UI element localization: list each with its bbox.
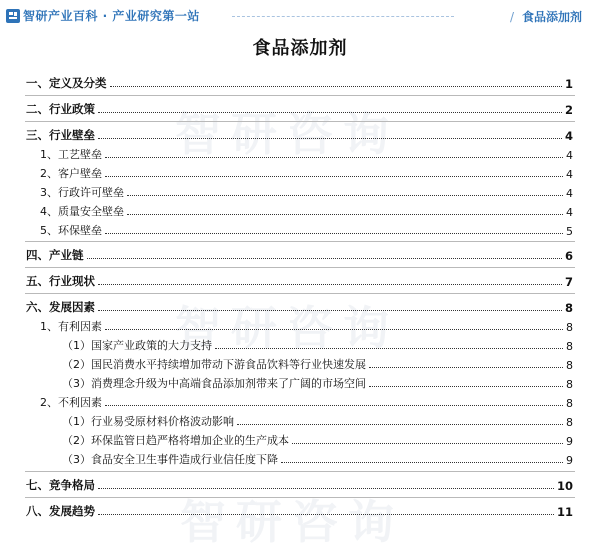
- toc-entry-label: 三、行业壁垒: [26, 128, 95, 142]
- toc-leader: [98, 487, 554, 489]
- toc-leader: [369, 385, 563, 387]
- brand-name: 智研产业百科 · 产业研究第一站: [23, 9, 200, 23]
- toc-entry[interactable]: [26, 297, 573, 315]
- toc-entry-page: 4: [566, 149, 573, 162]
- toc-entry[interactable]: [26, 125, 573, 143]
- toc-entry-label: （2）国民消费水平持续增加带动下游食品饮料等行业快速发展: [62, 358, 366, 371]
- toc-leader: [110, 85, 562, 87]
- toc-leader: [98, 283, 562, 285]
- toc-leader: [127, 194, 563, 196]
- toc-entry-label: （2）环保监管日趋严格将增加企业的生产成本: [62, 434, 289, 447]
- toc-leader: [369, 366, 563, 368]
- toc-leader: [127, 213, 563, 215]
- toc-entry-label: 4、质量安全壁垒: [40, 205, 124, 218]
- toc-entry-page: 8: [566, 378, 573, 391]
- watermark-text: 智研咨询: [175, 301, 399, 355]
- toc-divider: [25, 121, 575, 122]
- toc-entry-page: 11: [556, 505, 573, 519]
- toc-leader: [105, 156, 563, 158]
- toc-leader: [105, 328, 563, 330]
- toc-entry-page: 4: [566, 187, 573, 200]
- toc-divider: [25, 95, 575, 96]
- toc-entry-page: 4: [566, 168, 573, 181]
- toc-entry[interactable]: [62, 335, 573, 353]
- toc-leader: [105, 175, 563, 177]
- toc-entry[interactable]: [40, 316, 573, 334]
- toc-entry-page: 4: [564, 129, 573, 143]
- toc-entry-page: 8: [566, 321, 573, 334]
- toc-leader: [98, 111, 562, 113]
- toc-entry-page: 5: [566, 225, 573, 238]
- toc-leader: [98, 309, 562, 311]
- toc-divider: [25, 471, 575, 472]
- toc-entry[interactable]: [26, 73, 573, 91]
- toc-leader: [98, 137, 562, 139]
- toc-leader: [98, 513, 554, 515]
- toc-entry-page: 8: [566, 359, 573, 372]
- toc-entry[interactable]: [40, 163, 573, 181]
- toc-entry[interactable]: [26, 245, 573, 263]
- toc-entry[interactable]: [62, 449, 573, 467]
- toc-entry-label: （1）行业易受原材料价格波动影响: [62, 415, 234, 428]
- toc-entry[interactable]: [26, 271, 573, 289]
- toc-entry-label: 八、发展趋势: [26, 504, 95, 518]
- toc-divider: [25, 267, 575, 268]
- toc-entry[interactable]: [40, 220, 573, 238]
- toc-entry-label: 六、发展因素: [26, 300, 95, 314]
- toc-entry-page: 9: [566, 454, 573, 467]
- toc-entry[interactable]: [40, 201, 573, 219]
- toc-entry-label: 2、客户壁垒: [40, 167, 102, 180]
- toc-divider: [25, 293, 575, 294]
- toc-entry[interactable]: [40, 182, 573, 200]
- toc-entry-label: 1、工艺壁垒: [40, 148, 102, 161]
- toc-entry[interactable]: [26, 501, 573, 519]
- toc-leader: [87, 257, 562, 259]
- toc-leader: [237, 423, 563, 425]
- toc-leader: [281, 461, 563, 463]
- toc-entry[interactable]: [62, 354, 573, 372]
- toc-entry-page: 8: [566, 397, 573, 410]
- breadcrumb-current[interactable]: 食品添加剂: [521, 10, 582, 24]
- toc-leader: [105, 404, 563, 406]
- toc-entry[interactable]: [26, 475, 573, 493]
- toc-entry-label: 2、不利因素: [40, 396, 102, 409]
- toc-entry-label: 七、竞争格局: [26, 478, 95, 492]
- toc-entry-page: 6: [564, 249, 573, 263]
- toc-entry-page: 8: [566, 340, 573, 353]
- toc-entry[interactable]: [62, 430, 573, 448]
- toc-entry-label: （3）消费理念升级为中高端食品添加剂带来了广阔的市场空间: [62, 377, 366, 390]
- watermark-text: 智研咨询: [180, 495, 404, 549]
- toc-entry-page: 2: [564, 103, 573, 117]
- toc-entry-label: 四、产业链: [26, 248, 84, 262]
- toc-entry-page: 9: [566, 435, 573, 448]
- toc-entry-label: 5、环保壁垒: [40, 224, 102, 237]
- toc-entry-label: 五、行业现状: [26, 274, 95, 288]
- toc-divider: [25, 241, 575, 242]
- toc-entry-page: 4: [566, 206, 573, 219]
- watermark-text: 智研咨询: [175, 107, 399, 161]
- toc-entry-label: 二、行业政策: [26, 102, 95, 116]
- toc-entry-label: 1、有利因素: [40, 320, 102, 333]
- toc-entry-label: （3）食品安全卫生事件造成行业信任度下降: [62, 453, 278, 466]
- toc-leader: [215, 347, 563, 349]
- toc-entry-page: 8: [566, 416, 573, 429]
- toc-entry-page: 10: [556, 479, 573, 493]
- toc-leader: [105, 232, 563, 234]
- toc-entry[interactable]: [62, 373, 573, 391]
- toc-entry-page: 8: [564, 301, 573, 315]
- toc-entry-label: 一、定义及分类: [26, 76, 107, 90]
- breadcrumb-separator: /: [509, 10, 514, 24]
- toc-entry[interactable]: [62, 411, 573, 429]
- toc-entry-page: 1: [564, 77, 573, 91]
- toc-entry[interactable]: [40, 392, 573, 410]
- toc-entry-label: （1）国家产业政策的大力支持: [62, 339, 212, 352]
- toc-entry[interactable]: [40, 144, 573, 162]
- toc-divider: [25, 497, 575, 498]
- toc-entry-label: 3、行政许可壁垒: [40, 186, 124, 199]
- document-title: 食品添加剂: [252, 38, 348, 59]
- toc-entry-page: 7: [564, 275, 573, 289]
- toc-entry[interactable]: [26, 99, 573, 117]
- toc-leader: [292, 442, 563, 444]
